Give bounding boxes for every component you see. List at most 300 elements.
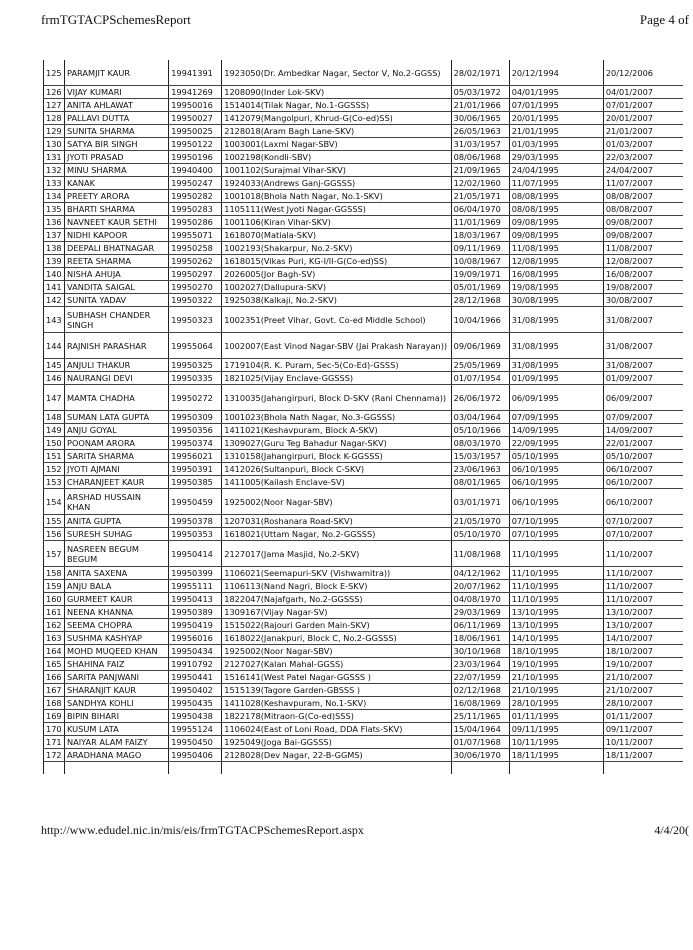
date-of-birth: 10/08/1967 — [451, 255, 509, 268]
date-of-joining: 04/01/1995 — [509, 86, 603, 99]
acp-report-table — [43, 60, 683, 774]
serial-number: 147 — [44, 385, 65, 411]
table-row — [44, 463, 684, 476]
employee-name: REETA SHARMA — [65, 255, 169, 268]
date-of-joining: 06/10/1995 — [509, 476, 603, 489]
date-of-birth: 19/09/1971 — [451, 268, 509, 281]
employee-id: 19950378 — [169, 515, 222, 528]
employee-name: BIPIN BIHARI — [65, 710, 169, 723]
table-row — [44, 710, 684, 723]
employee-id: 19950322 — [169, 294, 222, 307]
date-of-birth: 21/09/1965 — [451, 164, 509, 177]
date-of-birth: 21/05/1970 — [451, 515, 509, 528]
acp-date: 06/10/2007 — [603, 463, 683, 476]
employee-id: 19950399 — [169, 567, 222, 580]
acp-date: 31/08/2007 — [603, 359, 683, 372]
table-row — [44, 593, 684, 606]
school-name: 1618070(Matiala-SKV) — [222, 229, 451, 242]
date-of-birth: 01/07/1954 — [451, 372, 509, 385]
acp-date: 31/08/2007 — [603, 307, 683, 333]
date-of-birth: 04/12/1962 — [451, 567, 509, 580]
acp-date: 07/01/2007 — [603, 99, 683, 112]
footer-date: 4/4/20( — [654, 823, 689, 837]
table-row — [44, 723, 684, 736]
school-name: 1925002(Noor Nagar-SBV) — [222, 489, 451, 515]
serial-number: 159 — [44, 580, 65, 593]
table-row — [44, 645, 684, 658]
school-name: 1106024(East of Loni Road, DDA Flats-SKV) — [222, 723, 451, 736]
date-of-birth: 11/08/1968 — [451, 541, 509, 567]
school-name: 1925002(Noor Nagar-SBV) — [222, 645, 451, 658]
employee-id: 19950272 — [169, 385, 222, 411]
date-of-birth: 22/07/1959 — [451, 671, 509, 684]
employee-id: 19950374 — [169, 437, 222, 450]
employee-name: SHAHINA FAIZ — [65, 658, 169, 671]
acp-date: 06/10/2007 — [603, 489, 683, 515]
employee-id: 19950282 — [169, 190, 222, 203]
acp-date: 11/10/2007 — [603, 567, 683, 580]
acp-date: 01/11/2007 — [603, 710, 683, 723]
acp-date: 31/08/2007 — [603, 333, 683, 359]
acp-date: 22/01/2007 — [603, 437, 683, 450]
serial-number: 138 — [44, 242, 65, 255]
school-name: 1207031(Roshanara Road-SKV) — [222, 515, 451, 528]
table-row — [44, 385, 684, 411]
employee-id: 19950122 — [169, 138, 222, 151]
table-row — [44, 684, 684, 697]
employee-id: 19950196 — [169, 151, 222, 164]
serial-number: 141 — [44, 281, 65, 294]
school-name: 1618021(Uttam Nagar, No.2-GGSSS) — [222, 528, 451, 541]
employee-name: ANITA GUPTA — [65, 515, 169, 528]
date-of-birth: 06/11/1969 — [451, 619, 509, 632]
table-row — [44, 580, 684, 593]
acp-date: 09/08/2007 — [603, 229, 683, 242]
employee-name: ARSHAD HUSSAIN KHAN — [65, 489, 169, 515]
employee-id: 19950406 — [169, 749, 222, 762]
acp-date: 11/10/2007 — [603, 593, 683, 606]
date-of-joining: 06/09/1995 — [509, 385, 603, 411]
date-of-joining: 11/07/1995 — [509, 177, 603, 190]
table-row — [44, 541, 684, 567]
employee-name: ANJU BALA — [65, 580, 169, 593]
table-row — [44, 333, 684, 359]
date-of-joining: 11/10/1995 — [509, 541, 603, 567]
employee-id: 19950247 — [169, 177, 222, 190]
table-row — [44, 697, 684, 710]
date-of-joining: 13/10/1995 — [509, 619, 603, 632]
employee-id: 19950325 — [169, 359, 222, 372]
employee-id: 19956016 — [169, 632, 222, 645]
employee-name: CHARANJEET KAUR — [65, 476, 169, 489]
employee-name: SUBHASH CHANDER SINGH — [65, 307, 169, 333]
school-name: 1002198(Kondli-SBV) — [222, 151, 451, 164]
employee-name: ANITA AHLAWAT — [65, 99, 169, 112]
date-of-joining: 07/10/1995 — [509, 528, 603, 541]
table-row — [44, 567, 684, 580]
date-of-joining: 28/10/1995 — [509, 697, 603, 710]
serial-number: 126 — [44, 86, 65, 99]
employee-name: GURMEET KAUR — [65, 593, 169, 606]
serial-number: 130 — [44, 138, 65, 151]
date-of-birth: 06/04/1970 — [451, 203, 509, 216]
date-of-birth: 31/03/1957 — [451, 138, 509, 151]
serial-number: 135 — [44, 203, 65, 216]
date-of-joining: 31/08/1995 — [509, 333, 603, 359]
date-of-joining: 18/11/1995 — [509, 749, 603, 762]
table-row — [44, 359, 684, 372]
date-of-birth: 30/06/1970 — [451, 749, 509, 762]
table-row — [44, 268, 684, 281]
school-name: 1309167(Vijay Nagar-SV) — [222, 606, 451, 619]
table-row — [44, 151, 684, 164]
date-of-joining: 11/10/1995 — [509, 567, 603, 580]
date-of-birth: 20/07/1962 — [451, 580, 509, 593]
date-of-joining: 14/09/1995 — [509, 424, 603, 437]
employee-id: 19950402 — [169, 684, 222, 697]
employee-id: 19950385 — [169, 476, 222, 489]
school-name: 1002351(Preet Vihar, Govt. Co-ed Middle School) — [222, 307, 451, 333]
school-name: 1719104(R. K. Puram, Sec-5(Co-Ed)-GSSS) — [222, 359, 451, 372]
employee-id: 19941391 — [169, 60, 222, 86]
serial-number: 149 — [44, 424, 65, 437]
employee-id: 19950270 — [169, 281, 222, 294]
serial-number: 152 — [44, 463, 65, 476]
employee-name: PREETY ARORA — [65, 190, 169, 203]
table-row — [44, 99, 684, 112]
date-of-joining: 13/10/1995 — [509, 606, 603, 619]
school-name: 1310158(Jahangirpuri, Block K-GGSSS) — [222, 450, 451, 463]
acp-date: 16/08/2007 — [603, 268, 683, 281]
employee-id: 19950450 — [169, 736, 222, 749]
serial-number: 143 — [44, 307, 65, 333]
employee-name: JYOTI PRASAD — [65, 151, 169, 164]
employee-id: 19950434 — [169, 645, 222, 658]
serial-number: 145 — [44, 359, 65, 372]
serial-number: 164 — [44, 645, 65, 658]
date-of-joining: 10/11/1995 — [509, 736, 603, 749]
table-row — [44, 632, 684, 645]
serial-number: 167 — [44, 684, 65, 697]
date-of-birth: 23/06/1963 — [451, 463, 509, 476]
acp-date: 30/08/2007 — [603, 294, 683, 307]
table-row — [44, 203, 684, 216]
employee-name: NISHA AHUJA — [65, 268, 169, 281]
acp-date: 13/10/2007 — [603, 606, 683, 619]
date-of-birth: 30/06/1965 — [451, 112, 509, 125]
employee-name: VANDITA SAIGAL — [65, 281, 169, 294]
employee-name: SARITA SHARMA — [65, 450, 169, 463]
table-row — [44, 736, 684, 749]
school-name: 1822047(Najafgarh, No.2-GGSSS) — [222, 593, 451, 606]
employee-name: SHARANJIT KAUR — [65, 684, 169, 697]
serial-number: 163 — [44, 632, 65, 645]
acp-date: 07/09/2007 — [603, 411, 683, 424]
employee-id: 19950389 — [169, 606, 222, 619]
date-of-joining: 05/10/1995 — [509, 450, 603, 463]
employee-name: DEEPALI BHATNAGAR — [65, 242, 169, 255]
employee-name: NAURANGI DEVI — [65, 372, 169, 385]
date-of-joining: 08/08/1995 — [509, 190, 603, 203]
date-of-joining: 01/11/1995 — [509, 710, 603, 723]
table-row — [44, 177, 684, 190]
serial-number: 142 — [44, 294, 65, 307]
school-name: 1925038(Kalkaji, No.2-SKV) — [222, 294, 451, 307]
school-name: 1001106(Kiran Vihar-SKV) — [222, 216, 451, 229]
serial-number: 137 — [44, 229, 65, 242]
table-row — [44, 515, 684, 528]
employee-id: 19950459 — [169, 489, 222, 515]
school-name: 2128028(Dev Nagar, 22-B-GGMS) — [222, 749, 451, 762]
serial-number: 136 — [44, 216, 65, 229]
table-row — [44, 749, 684, 762]
date-of-joining: 24/04/1995 — [509, 164, 603, 177]
employee-id: 19955124 — [169, 723, 222, 736]
employee-name: POONAM ARORA — [65, 437, 169, 450]
acp-date: 14/10/2007 — [603, 632, 683, 645]
serial-number: 158 — [44, 567, 65, 580]
date-of-joining: 21/01/1995 — [509, 125, 603, 138]
serial-number: 148 — [44, 411, 65, 424]
table-body — [44, 60, 684, 774]
date-of-birth: 05/01/1969 — [451, 281, 509, 294]
employee-name: SUSHMA KASHYAP — [65, 632, 169, 645]
date-of-birth: 08/01/1965 — [451, 476, 509, 489]
school-name: 1411028(Keshavpuram, No.1-SKV) — [222, 697, 451, 710]
date-of-joining: 06/10/1995 — [509, 463, 603, 476]
date-of-birth: 23/03/1964 — [451, 658, 509, 671]
date-of-birth: 21/05/1971 — [451, 190, 509, 203]
acp-date: 06/10/2007 — [603, 476, 683, 489]
serial-number: 128 — [44, 112, 65, 125]
serial-number: 151 — [44, 450, 65, 463]
acp-date: 12/08/2007 — [603, 255, 683, 268]
table-row — [44, 229, 684, 242]
school-name: 1925049(Joga Bai-GGSSS) — [222, 736, 451, 749]
employee-name: ANITA SAXENA — [65, 567, 169, 580]
date-of-joining: 29/03/1995 — [509, 151, 603, 164]
table-row — [44, 138, 684, 151]
school-name: 2127017(Jama Masjid, No.2-SKV) — [222, 541, 451, 567]
footer-url: http://www.edudel.nic.in/mis/eis/frmTGTACPSchemesReport.aspx — [41, 823, 364, 837]
school-name: 1411021(Keshavpuram, Block A-SKV) — [222, 424, 451, 437]
employee-id: 19956021 — [169, 450, 222, 463]
serial-number: 172 — [44, 749, 65, 762]
acp-date: 04/01/2007 — [603, 86, 683, 99]
employee-name: SUNITA SHARMA — [65, 125, 169, 138]
acp-date: 24/04/2007 — [603, 164, 683, 177]
school-name: 1309027(Guru Teg Bahadur Nagar-SKV) — [222, 437, 451, 450]
table-row — [44, 86, 684, 99]
date-of-birth: 08/06/1968 — [451, 151, 509, 164]
serial-number: 139 — [44, 255, 65, 268]
date-of-birth: 18/03/1967 — [451, 229, 509, 242]
date-of-birth: 03/01/1971 — [451, 489, 509, 515]
date-of-birth: 15/03/1957 — [451, 450, 509, 463]
serial-number: 144 — [44, 333, 65, 359]
acp-date: 11/10/2007 — [603, 541, 683, 567]
empty-row — [44, 762, 684, 775]
employee-id: 19950297 — [169, 268, 222, 281]
table-row — [44, 60, 684, 86]
empty-cell — [169, 762, 222, 775]
serial-number: 133 — [44, 177, 65, 190]
date-of-birth: 10/04/1966 — [451, 307, 509, 333]
serial-number: 156 — [44, 528, 65, 541]
employee-id: 19940400 — [169, 164, 222, 177]
employee-name: RAJNISH PARASHAR — [65, 333, 169, 359]
serial-number: 150 — [44, 437, 65, 450]
page-number: Page 4 of — [639, 12, 689, 27]
employee-name: JYOTI AJMANI — [65, 463, 169, 476]
table-row — [44, 528, 684, 541]
date-of-joining: 14/10/1995 — [509, 632, 603, 645]
date-of-birth: 26/06/1972 — [451, 385, 509, 411]
acp-date: 18/11/2007 — [603, 749, 683, 762]
employee-id: 19950435 — [169, 697, 222, 710]
date-of-joining: 22/09/1995 — [509, 437, 603, 450]
acp-date: 18/10/2007 — [603, 645, 683, 658]
employee-id: 19950414 — [169, 541, 222, 567]
school-name: 2128018(Aram Bagh Lane-SKV) — [222, 125, 451, 138]
school-name: 1412079(Mangolpuri, Khrud-G(Co-ed)SS) — [222, 112, 451, 125]
serial-number: 134 — [44, 190, 65, 203]
date-of-joining: 07/09/1995 — [509, 411, 603, 424]
employee-name: BHARTI SHARMA — [65, 203, 169, 216]
employee-id: 19950323 — [169, 307, 222, 333]
serial-number: 169 — [44, 710, 65, 723]
acp-date: 20/12/2006 — [603, 60, 683, 86]
acp-date: 20/01/2007 — [603, 112, 683, 125]
table-row — [44, 437, 684, 450]
acp-date: 28/10/2007 — [603, 697, 683, 710]
table-row — [44, 606, 684, 619]
serial-number: 154 — [44, 489, 65, 515]
employee-name: VIJAY KUMARI — [65, 86, 169, 99]
serial-number: 146 — [44, 372, 65, 385]
employee-name: SURESH SUHAG — [65, 528, 169, 541]
serial-number: 166 — [44, 671, 65, 684]
acp-date: 21/10/2007 — [603, 671, 683, 684]
employee-id: 19950413 — [169, 593, 222, 606]
date-of-joining: 01/03/1995 — [509, 138, 603, 151]
date-of-joining: 08/08/1995 — [509, 203, 603, 216]
school-name: 1412026(Sultanpuri, Block C-SKV) — [222, 463, 451, 476]
acp-date: 14/09/2007 — [603, 424, 683, 437]
employee-name: ARADHANA MAGO — [65, 749, 169, 762]
empty-cell — [451, 762, 509, 775]
table-row — [44, 424, 684, 437]
serial-number: 162 — [44, 619, 65, 632]
employee-name: MOHD MUQEED KHAN — [65, 645, 169, 658]
school-name: 1618022(Janakpuri, Block C, No.2-GGSSS) — [222, 632, 451, 645]
date-of-birth: 09/06/1969 — [451, 333, 509, 359]
school-name: 1821025(Vijay Enclave-GGSSS) — [222, 372, 451, 385]
employee-name: NAIYAR ALAM FAIZY — [65, 736, 169, 749]
date-of-joining: 12/08/1995 — [509, 255, 603, 268]
acp-date: 08/08/2007 — [603, 190, 683, 203]
school-name: 1002007(East Vinod Nagar-SBV (Jai Prakash Narayan)) — [222, 333, 451, 359]
date-of-joining: 09/08/1995 — [509, 229, 603, 242]
school-name: 1002193(Shakarpur, No.2-SKV) — [222, 242, 451, 255]
school-name: 1822178(Mitraon-G(Co-ed)SSS) — [222, 710, 451, 723]
acp-date: 19/10/2007 — [603, 658, 683, 671]
employee-id: 19955064 — [169, 333, 222, 359]
date-of-birth: 15/04/1964 — [451, 723, 509, 736]
date-of-joining: 06/10/1995 — [509, 489, 603, 515]
date-of-joining: 20/12/1994 — [509, 60, 603, 86]
serial-number: 171 — [44, 736, 65, 749]
date-of-joining: 11/08/1995 — [509, 242, 603, 255]
date-of-joining: 30/08/1995 — [509, 294, 603, 307]
employee-name: MINU SHARMA — [65, 164, 169, 177]
table-row — [44, 294, 684, 307]
empty-cell — [65, 762, 169, 775]
school-name: 1002027(Dallupura-SKV) — [222, 281, 451, 294]
acp-date: 09/11/2007 — [603, 723, 683, 736]
serial-number: 132 — [44, 164, 65, 177]
employee-name: NASREEN BEGUM BEGUM — [65, 541, 169, 567]
date-of-joining: 19/10/1995 — [509, 658, 603, 671]
acp-date: 01/03/2007 — [603, 138, 683, 151]
date-of-joining: 16/08/1995 — [509, 268, 603, 281]
date-of-birth: 18/06/1961 — [451, 632, 509, 645]
employee-id: 19950419 — [169, 619, 222, 632]
employee-id: 19955071 — [169, 229, 222, 242]
table-row — [44, 255, 684, 268]
employee-name: SANDHYA KOHLI — [65, 697, 169, 710]
date-of-birth: 25/05/1969 — [451, 359, 509, 372]
table-row — [44, 307, 684, 333]
date-of-birth: 16/08/1969 — [451, 697, 509, 710]
serial-number: 125 — [44, 60, 65, 86]
date-of-birth: 05/10/1966 — [451, 424, 509, 437]
acp-date: 05/10/2007 — [603, 450, 683, 463]
employee-id: 19950309 — [169, 411, 222, 424]
employee-name: NAVNEET KAUR SETHI — [65, 216, 169, 229]
school-name: 1516141(West Patel Nagar-GGSSS ) — [222, 671, 451, 684]
acp-date: 09/08/2007 — [603, 216, 683, 229]
employee-name: SEEMA CHOPRA — [65, 619, 169, 632]
employee-id: 19950258 — [169, 242, 222, 255]
date-of-birth: 25/11/1965 — [451, 710, 509, 723]
date-of-joining: 11/10/1995 — [509, 593, 603, 606]
date-of-joining: 07/10/1995 — [509, 515, 603, 528]
table-row — [44, 112, 684, 125]
date-of-birth: 03/04/1964 — [451, 411, 509, 424]
employee-id: 19955111 — [169, 580, 222, 593]
acp-date: 21/10/2007 — [603, 684, 683, 697]
acp-date: 10/11/2007 — [603, 736, 683, 749]
serial-number: 129 — [44, 125, 65, 138]
date-of-joining: 31/08/1995 — [509, 359, 603, 372]
date-of-birth: 28/12/1968 — [451, 294, 509, 307]
employee-id: 19950353 — [169, 528, 222, 541]
date-of-joining: 20/01/1995 — [509, 112, 603, 125]
date-of-birth: 12/02/1960 — [451, 177, 509, 190]
table-row — [44, 190, 684, 203]
serial-number: 170 — [44, 723, 65, 736]
table-row — [44, 164, 684, 177]
employee-id: 19950027 — [169, 112, 222, 125]
serial-number: 165 — [44, 658, 65, 671]
employee-name: KUSUM LATA — [65, 723, 169, 736]
empty-cell — [44, 762, 65, 775]
serial-number: 160 — [44, 593, 65, 606]
table-row — [44, 411, 684, 424]
date-of-birth: 29/03/1969 — [451, 606, 509, 619]
school-name: 1618015(Vikas Puri, KG-I/II-G(Co-ed)SS) — [222, 255, 451, 268]
